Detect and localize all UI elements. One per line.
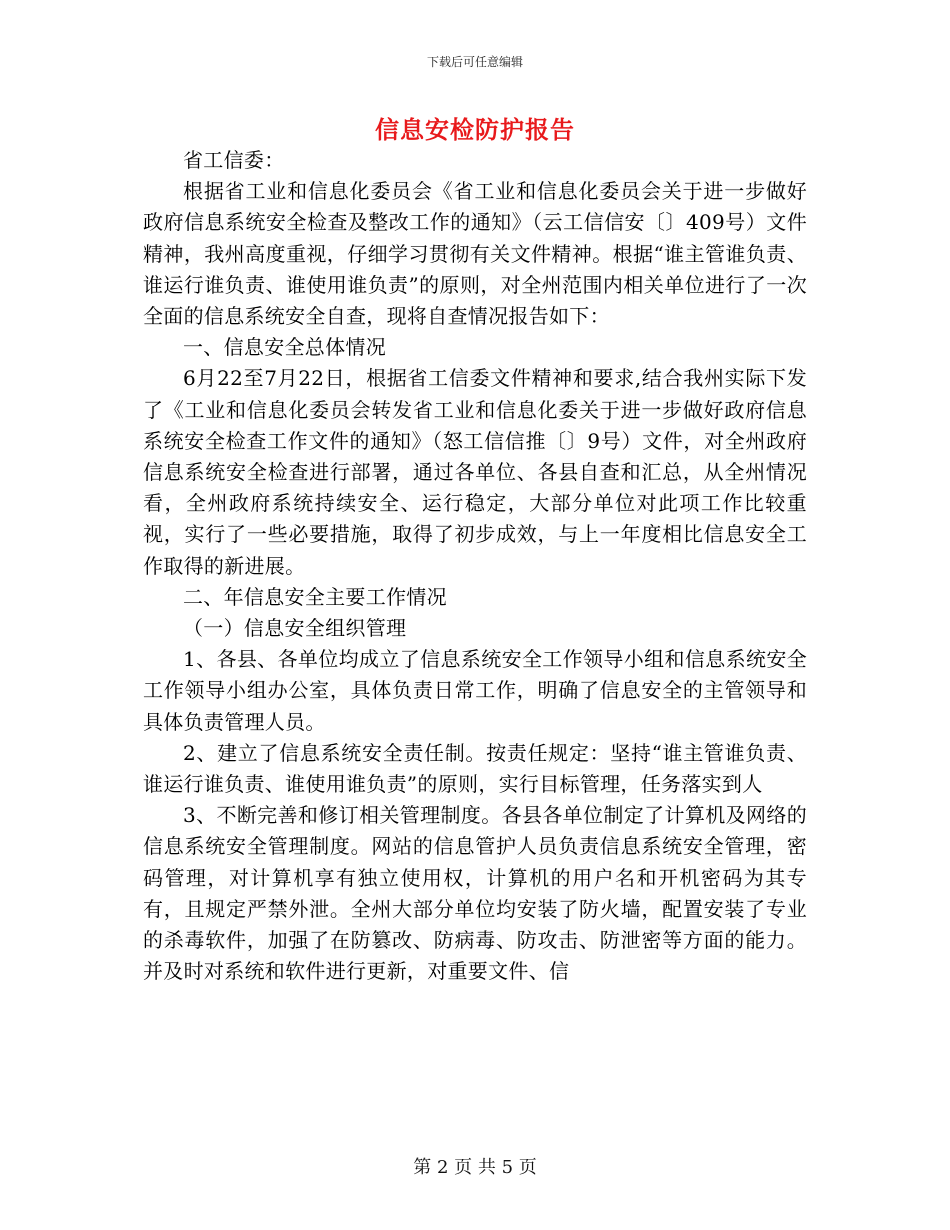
document-body — [143, 145, 807, 987]
paragraph-item-3: 3、不断完善和修订相关管理制度。各县各单位制定了计算机及网络的信息系统安全管理制度。网站的信息管护人员负责信息系统安全管理，密码管理，对计算机享有独立使用权，计算机的用户名和开机密码为其专有，且规定严禁外泄。全州大部分单位均安装了防火墙，配置安装了专业的杀毒软件，加强了在防篡改、防病毒、防攻击、防泄密等方面的能力。并及时对系统和软件进行更新，对重要文件、信 — [143, 803, 807, 984]
paragraph-intro: 根据省工业和信息化委员会《省工业和信息化委员会关于进一步做好政府信息系统安全检查及整改工作的通知》（云工信信安〔〕409号）文件精神，我州高度重视，仔细学习贯彻有关文件精神。根据“谁主管谁负责、谁运行谁负责、谁使用谁负责”的原则，对全州范围内相关单位进行了一次全面的信息系统安全自查，现将自查情况报告如下： — [143, 179, 807, 329]
paragraph-item-2: 2、建立了信息系统安全责任制。按责任规定：坚持“谁主管谁负责、谁运行谁负责、谁使用谁负责”的原则，实行目标管理，任务落实到人 — [143, 740, 807, 797]
section-heading-1: 一、信息安全总体情况 — [183, 335, 386, 360]
paragraph-item-1: 1、各县、各单位均成立了信息系统安全工作领导小组和信息系统安全工作领导小组办公室，具体负责日常工作，明确了信息安全的主管领导和具体负责管理人员。 — [143, 647, 807, 734]
section-heading-2: 二、年信息安全主要工作情况 — [183, 584, 447, 609]
page-number-footer: 第 2 页 共 5 页 — [413, 1157, 537, 1178]
paragraph-addressee: 省工信委： — [183, 148, 285, 172]
subsection-heading-1: （一）信息安全组织管理 — [183, 616, 407, 641]
page-header-note: 下载后可任意编辑 — [426, 55, 523, 69]
document-title: 信息安检防护报告 — [375, 116, 575, 144]
paragraph-overview: 6月22至7月22日，根据省工信委文件精神和要求,结合我州实际下发了《工业和信息化委员会转发省工业和信息化委关于进一步做好政府信息系统安全检查工作文件的通知》（怒工信信推〔〕9号）文件，对全州政府信息系统安全检查进行部署，通过各单位、各县自查和汇总，从全州情况看，全州政府系统持续安全、运行稳定，大部分单位对此项工作比较重视，实行了一些必要措施，取得了初步成效，与上一年度相比信息安全工作取得的新进展。 — [143, 366, 807, 578]
